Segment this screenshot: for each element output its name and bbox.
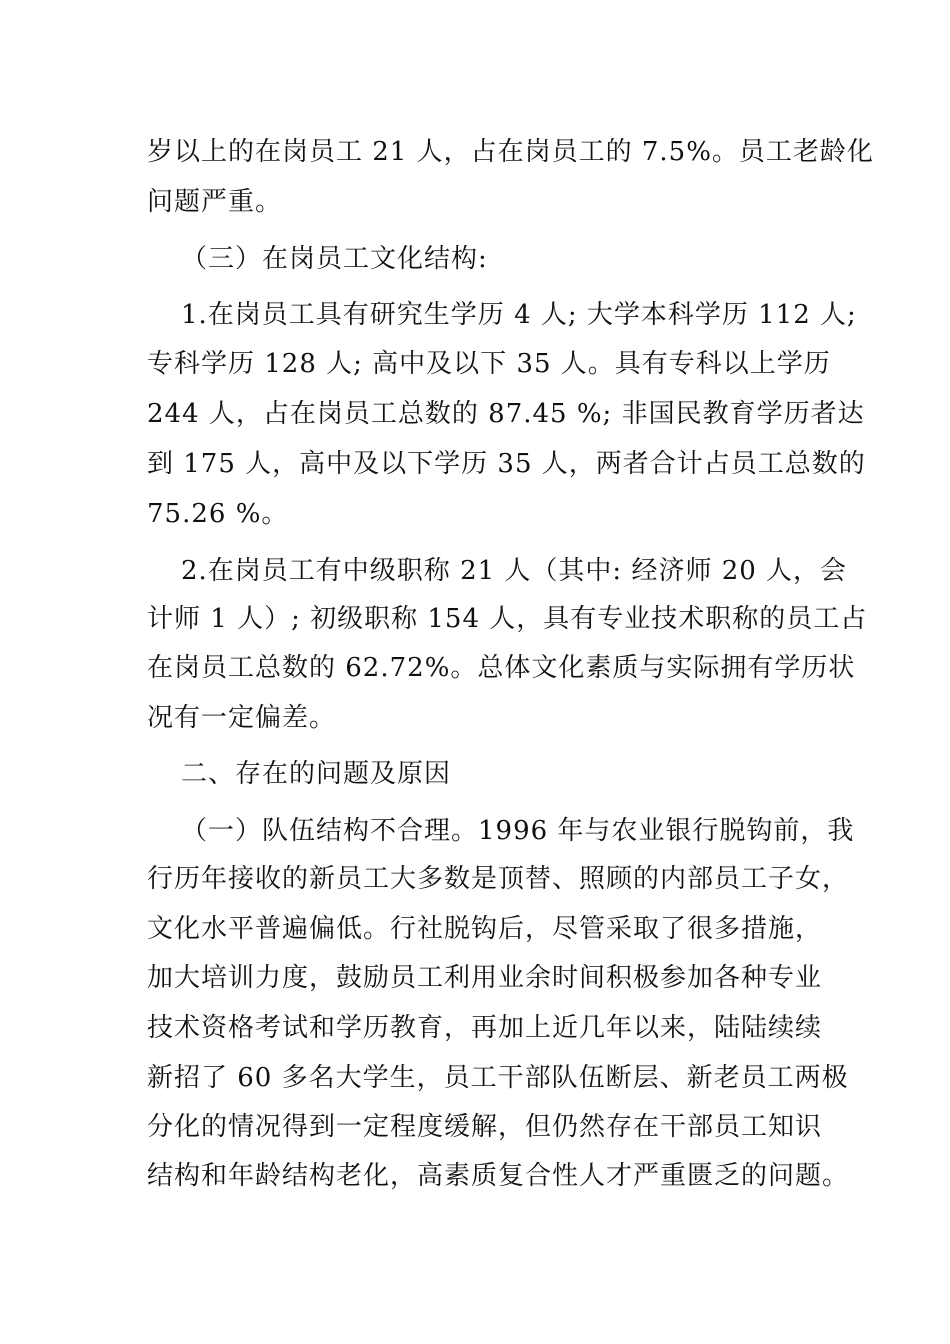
text-line-9: 2.在岗员工有中级职称 21 人（其中: 经济师 20 人，会	[181, 556, 848, 586]
text-line-5: 专科学历 128 人; 高中及以下 35 人。具有专科以上学历	[147, 349, 831, 379]
text-line-14: （一）队伍结构不合理。1996 年与农业银行脱钩前，我	[181, 816, 855, 846]
text-line-18: 技术资格考试和学历教育，再加上近几年以来，陆陆续续	[147, 1013, 823, 1043]
text-line-1: 岁以上的在岗员工 21 人，占在岗员工的 7.5%。员工老龄化	[147, 137, 874, 167]
text-line-4: 1.在岗员工具有研究生学历 4 人; 大学本科学历 112 人;	[181, 300, 857, 330]
text-line-21: 结构和年龄结构老化，高素质复合性人才严重匮乏的问题。	[147, 1161, 850, 1191]
text-line-16: 文化水平普遍偏低。行社脱钩后，尽管采取了很多措施，	[147, 914, 823, 944]
text-line-6: 244 人，占在岗员工总数的 87.45 %; 非国民教育学历者达	[147, 399, 865, 429]
text-line-12: 况有一定偏差。	[147, 703, 337, 733]
text-line-8: 75.26 %。	[147, 499, 289, 529]
text-line-15: 行历年接收的新员工大多数是顶替、照顾的内部员工子女，	[147, 864, 850, 894]
text-line-11: 在岗员工总数的 62.72%。总体文化素质与实际拥有学历状	[147, 653, 856, 683]
text-line-17: 加大培训力度，鼓励员工利用业余时间积极参加各种专业	[147, 963, 823, 993]
text-line-2: 问题严重。	[147, 187, 283, 217]
text-line-7: 到 175 人，高中及以下学历 35 人，两者合计占员工总数的	[147, 449, 866, 479]
section-heading-2: 二、存在的问题及原因	[181, 759, 452, 789]
text-line-19: 新招了 60 多名大学生，员工干部队伍断层、新老员工两极	[147, 1063, 849, 1093]
text-line-10: 计师 1 人）; 初级职称 154 人，具有专业技术职称的员工占	[147, 604, 868, 634]
text-line-20: 分化的情况得到一定程度缓解，但仍然存在干部员工知识	[147, 1112, 823, 1142]
section-heading-3: （三）在岗员工文化结构:	[181, 244, 488, 274]
